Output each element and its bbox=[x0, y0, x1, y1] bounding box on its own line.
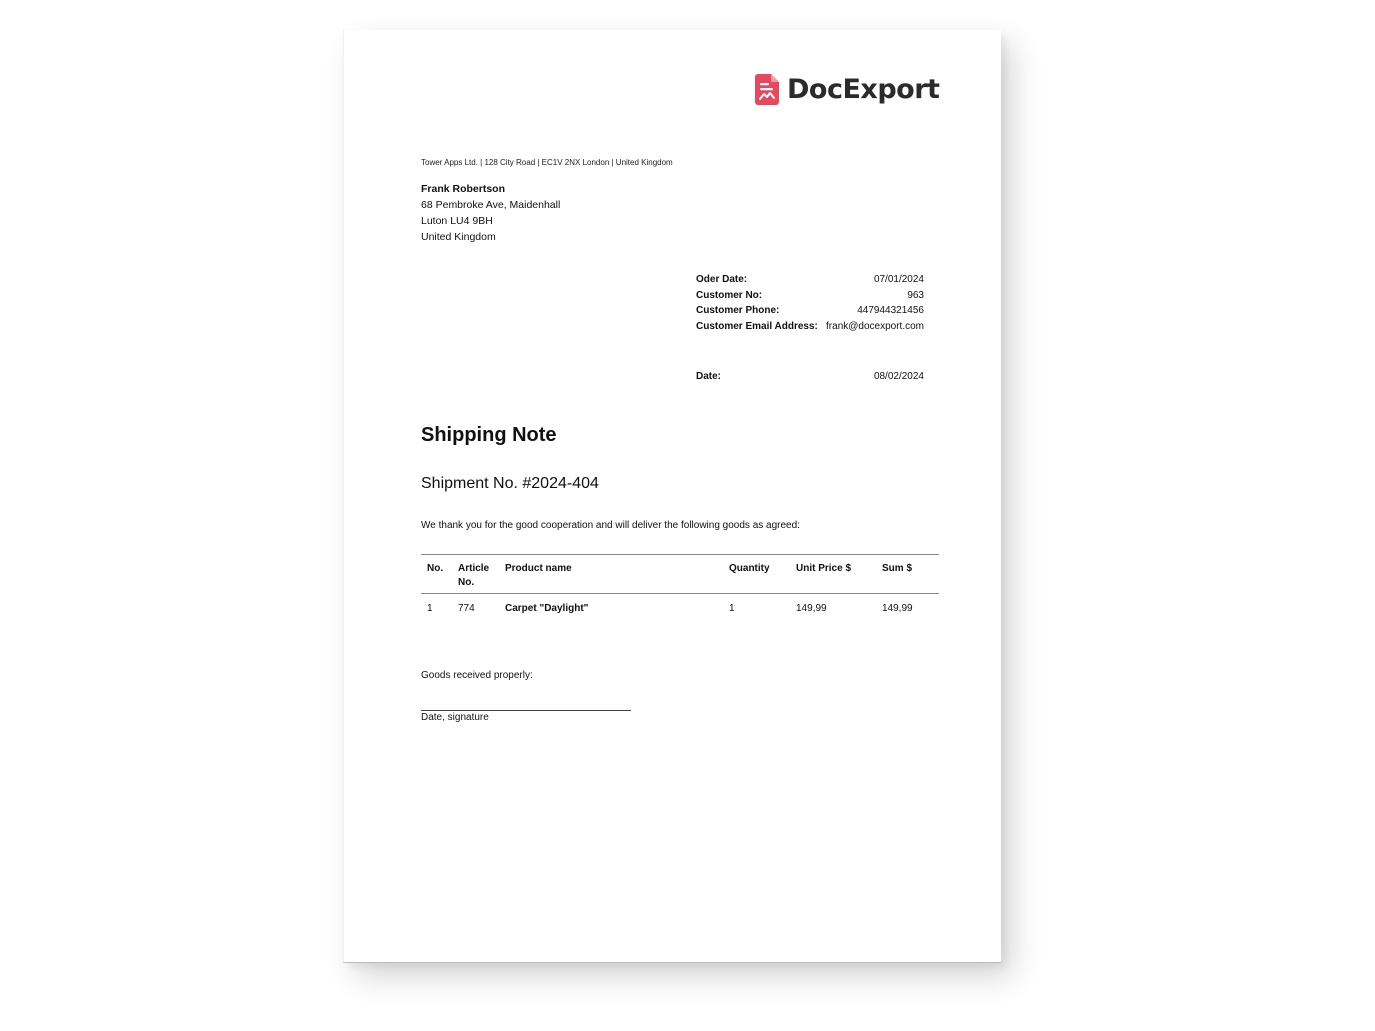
intro-text: We thank you for the good cooperation and will deliver the following goods as agreed: bbox=[421, 520, 800, 531]
customer-email-value: frank@docexport.com bbox=[826, 320, 924, 332]
sender-address-line: Tower Apps Ltd. | 128 City Road | EC1V 2NX London | United Kingdom bbox=[421, 158, 673, 167]
row-unit-price: 149,99 bbox=[796, 603, 827, 614]
header-article-line1: Article bbox=[458, 563, 490, 574]
goods-table bbox=[421, 554, 939, 624]
customer-phone-label: Customer Phone: bbox=[696, 305, 780, 316]
row-quantity: 1 bbox=[729, 603, 735, 614]
shipping-note-page bbox=[343, 30, 1001, 963]
row-sum: 149,99 bbox=[882, 603, 913, 614]
header-product-name: Product name bbox=[505, 563, 572, 574]
table-header-row bbox=[421, 555, 939, 593]
header-unit-price: Unit Price $ bbox=[796, 563, 852, 574]
recipient-name: Frank Robertson bbox=[421, 183, 506, 195]
header-sum: Sum $ bbox=[882, 563, 913, 574]
recipient-street: 68 Pembroke Ave, Maidenhall bbox=[421, 199, 561, 211]
document-date-value: 08/02/2024 bbox=[873, 371, 924, 382]
customer-email-label: Customer Email Address: bbox=[696, 320, 818, 332]
customer-phone-row bbox=[696, 303, 924, 319]
header-no: No. bbox=[427, 563, 444, 574]
customer-no-row bbox=[696, 288, 924, 304]
header-article-line2: No. bbox=[458, 577, 475, 588]
row-no: 1 bbox=[427, 603, 433, 614]
header-quantity: Quantity bbox=[729, 563, 770, 574]
row-product-name: Carpet "Daylight" bbox=[505, 603, 589, 614]
recipient-address bbox=[421, 181, 560, 245]
document-date-row bbox=[696, 371, 924, 382]
recipient-city: Luton LU4 9BH bbox=[421, 215, 493, 227]
customer-no-value: 963 bbox=[907, 289, 924, 301]
header-article-no bbox=[458, 562, 498, 590]
shipment-number: Shipment No. #2024-404 bbox=[421, 475, 599, 492]
document-icon bbox=[755, 74, 779, 105]
signature-line bbox=[421, 710, 631, 711]
order-date-label: Oder Date: bbox=[696, 274, 748, 285]
document-date-label: Date: bbox=[696, 371, 722, 382]
signature-label: Date, signature bbox=[421, 712, 489, 723]
table-row bbox=[421, 594, 939, 624]
order-date-value: 07/01/2024 bbox=[873, 274, 924, 285]
order-info-block bbox=[696, 272, 924, 334]
brand-name: DocExport bbox=[787, 73, 940, 105]
customer-no-label: Customer No: bbox=[696, 289, 763, 301]
customer-phone-value: 447944321456 bbox=[857, 305, 924, 316]
order-date-row bbox=[696, 272, 924, 288]
row-article-no: 774 bbox=[458, 603, 475, 614]
recipient-country: United Kingdom bbox=[421, 231, 496, 243]
brand-logo bbox=[755, 72, 939, 106]
customer-email-row bbox=[696, 319, 924, 335]
goods-received-text: Goods received properly: bbox=[421, 670, 533, 681]
document-title: Shipping Note bbox=[421, 424, 557, 446]
